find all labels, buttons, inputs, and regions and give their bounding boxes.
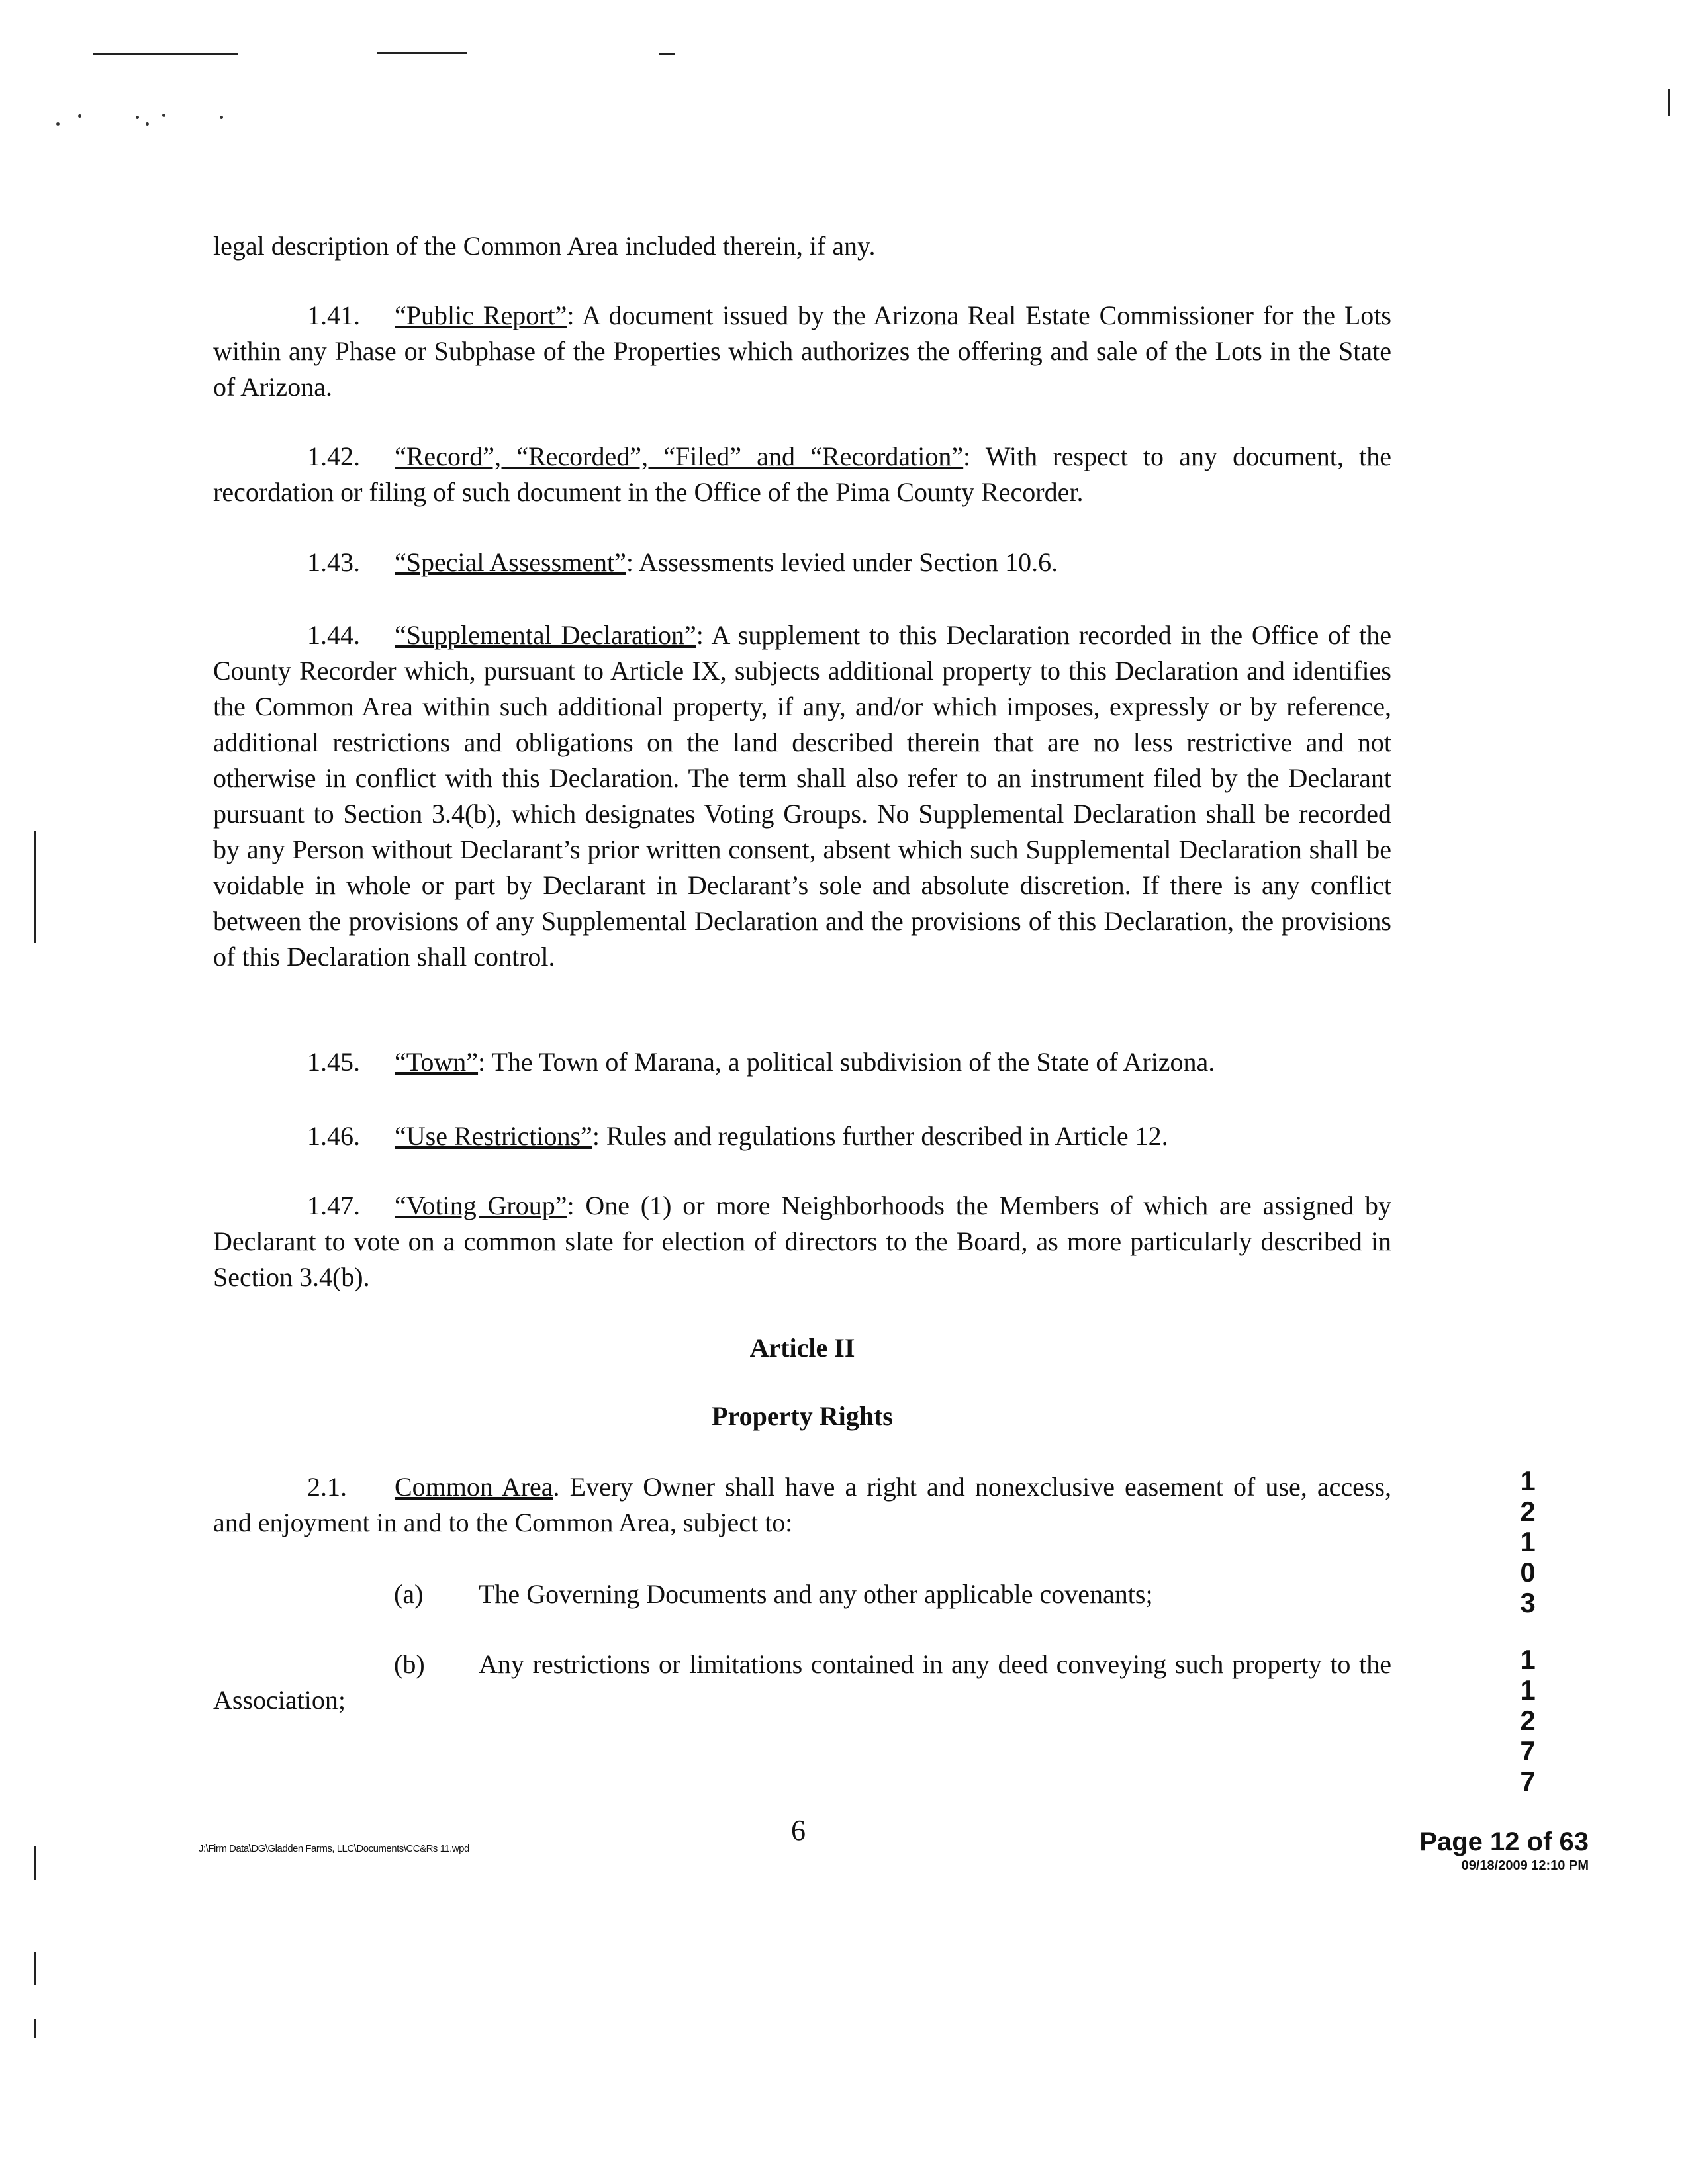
definition-text: : The Town of Marana, a political subdivision of the State of Arizona. (478, 1047, 1215, 1077)
scan-dot (162, 114, 165, 117)
continued-text: legal description of the Common Area included therein, if any. (213, 231, 876, 261)
defined-term: “Supplemental Declaration” (395, 620, 696, 650)
section-number: 1.42. (307, 441, 360, 471)
defined-term: “Town” (395, 1047, 479, 1077)
defined-term: “Public Report” (395, 300, 567, 330)
recording-digit: 7 (1520, 1735, 1536, 1766)
recording-number-stamp (1515, 1466, 1541, 1797)
recording-digit: 7 (1520, 1766, 1536, 1797)
definition-text: : One (1) or more Neighborhoods the Members of which are assigned by Declarant to vote on a common slate for election of directors to the Board, as more particularly described in Section 3.4(b). (213, 1191, 1392, 1292)
defined-term: “Use Restrictions” (395, 1121, 592, 1151)
section-number: 1.43. (307, 547, 360, 577)
definition-1-42 (213, 439, 1391, 510)
recorder-page-stamp (1390, 1827, 1589, 1874)
definition-text: : Rules and regulations further described in Article 12. (592, 1121, 1168, 1151)
section-number: 2.1. (307, 1472, 347, 1502)
definition-1-45 (213, 1044, 1391, 1080)
recording-digit: 3 (1520, 1587, 1536, 1618)
scan-line-1 (93, 53, 238, 55)
recording-digit: 2 (1520, 1496, 1536, 1527)
definition-1-47 (213, 1188, 1391, 1295)
margin-bar (34, 1846, 36, 1880)
defined-term: “Record”, “Recorded”, “Filed” and “Recordation” (395, 441, 964, 471)
scan-line-right (1668, 89, 1670, 116)
recording-digit: 1 (1520, 1465, 1536, 1496)
section-number: 1.44. (307, 620, 360, 650)
article-subheading: Property Rights (712, 1401, 893, 1431)
defined-term: Common Area (395, 1472, 553, 1502)
section-text: . Every Owner shall have a right and nonexclusive easement of use, access, and enjoyment in and to the Common Area, subject to: (213, 1472, 1391, 1537)
definition-text: : A supplement to this Declaration recorded in the Office of the County Recorder which, pursuant to Article IX, subjects additional property to this Declaration and identifies the Common Area within such additional property, if any, and/or which imposes, expressly or by reference, additional restrictions and obligations on the land described therein that are no less restrictive and not otherwise in conflict with this Declaration. The term shall also refer to an instrument filed by the Declarant pursuant to Section 3.4(b), which designates Voting Groups. No Supplemental Declaration shall be recorded by any Person without Declarant’s prior written consent, absent which such Supplemental Declaration shall be voidable in whole or part by Declarant in Declarant’s sole and absolute discretion. If there is any conflict between the provisions of any Supplemental Declaration and the provisions of this Declaration, the provisions of this Declaration shall control. (213, 620, 1391, 972)
margin-bar (34, 1952, 36, 1985)
defined-term: “Voting Group” (395, 1191, 567, 1220)
recording-digit: 1 (1520, 1526, 1536, 1557)
section-number: 1.45. (307, 1047, 360, 1077)
subitem-b (213, 1647, 1391, 1718)
page-number: 6 (791, 1814, 806, 1846)
scan-line-3 (659, 53, 675, 55)
scan-dot (220, 116, 223, 119)
section-number: 1.46. (307, 1121, 360, 1151)
scan-dot (146, 122, 149, 126)
scan-dot (136, 116, 139, 119)
recording-digit: 2 (1520, 1705, 1536, 1736)
subitem-text: The Governing Documents and any other applicable covenants; (479, 1579, 1153, 1609)
margin-bar (34, 2019, 36, 2038)
definition-text: : With respect to any document, the recordation or filing of such document in the Office of the Pima County Recorder. (213, 441, 1392, 507)
definition-text: : Assessments levied under Section 10.6. (626, 547, 1058, 577)
subitem-a (213, 1576, 1391, 1612)
subitem-text: Any restrictions or limitations contained in any deed conveying such property to the Association; (213, 1649, 1391, 1715)
recording-digit: 1 (1520, 1674, 1536, 1706)
recording-timestamp: 09/18/2009 12:10 PM (1461, 1858, 1589, 1873)
definition-1-44 (213, 617, 1391, 975)
section-2-1 (213, 1469, 1391, 1541)
subitem-label: (a) (394, 1579, 424, 1609)
margin-bar (34, 831, 36, 943)
scan-dot (56, 122, 60, 126)
scan-line-2 (377, 52, 467, 54)
subitem-label: (b) (394, 1649, 425, 1679)
scan-dot (78, 114, 81, 118)
footer-file-path: J:\Firm Data\DG\Gladden Farms, LLC\Documents\CC&Rs 11.wpd (199, 1843, 469, 1854)
definition-text: : A document issued by the Arizona Real Estate Commissioner for the Lots within any Phase or Subphase of the Properties which authorizes the offering and sale of the Lots in the State of Arizona. (213, 300, 1391, 402)
section-number: 1.47. (307, 1191, 360, 1220)
page-count-label: Page 12 of 63 (1419, 1827, 1589, 1856)
definition-1-46 (213, 1118, 1391, 1154)
section-number: 1.41. (307, 300, 360, 330)
recording-digit: 1 (1520, 1644, 1536, 1675)
article-heading: Article II (749, 1333, 855, 1363)
definition-1-43 (213, 545, 1391, 580)
recording-digit: 0 (1520, 1557, 1536, 1588)
recording-gap (1515, 1618, 1541, 1645)
defined-term: “Special Assessment” (395, 547, 626, 577)
definition-1-41 (213, 298, 1391, 405)
continued-paragraph (213, 228, 1391, 264)
